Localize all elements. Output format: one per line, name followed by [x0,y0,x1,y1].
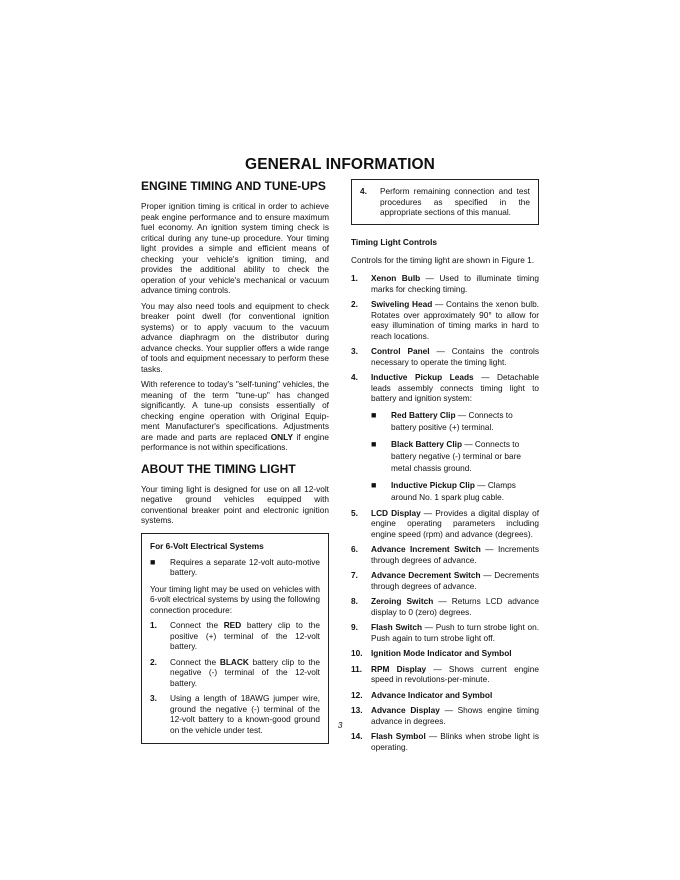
list-item: ■ Requires a separate 12-volt auto-motive battery. [150,556,320,577]
continued-box [351,179,539,225]
list-item: 7. Advance Decrement Switch — Decrements through degrees of advance. [351,570,539,591]
right-column [351,179,539,757]
subsection-heading: Timing Light Controls [351,236,438,247]
box-heading: For 6-Volt Electrical Systems [150,540,264,551]
paragraph: You may also need tools and equipment to check breaker point dwell (for conventional ignition systems) or to apply vacuum to the vacuum advance diaphragm on the distributor during advance checks. Your supplier offers a wide range of tools and equipment necessary to perform these tasks. [141,300,329,374]
controls-list [351,273,539,752]
list-item: 1. Xenon Bulb — Used to illuminate timing marks for checking timing. [351,273,540,294]
list-item: 2. Swiveling Head — Contains the xenon bulb. Rotates over approximately 90° to allow for easy illumination of timing marks in hard to reach locations. [351,299,539,341]
list-item: 9. Flash Switch — Push to turn strobe light on. Push again to turn strobe light off. [351,622,539,643]
paragraph: Your timing light may be used on vehicles with 6-volt electrical systems by using the following connection procedure: [150,583,320,615]
list-item: 4. Inductive Pickup Leads — Detachable leads assembly connects timing light to battery and ignition system: [351,372,539,403]
list-item: 12. Advance Indicator and Symbol [351,689,493,700]
list-item: 13. Advance Display — Shows engine timing advance in degrees. [351,705,540,726]
list-item: 11. RPM Display — Shows current engine speed in revolutions-per-minute. [351,663,539,684]
list-item: 10. Ignition Mode Indicator and Symbol [351,648,512,658]
bullet-icon: ■ [150,556,156,567]
paragraph: Controls for the timing light are shown in Figure 1. [351,254,535,265]
list-item: 1. Connect the RED battery clip to the positive (+) terminal of the 12-volt battery. [150,620,320,651]
list-item: 14. Flash Symbol — Blinks when strobe light is operating. [351,731,539,752]
six-volt-box [141,533,329,745]
list-item: 8. Zeroing Switch — Returns LCD advance display to 0 (zero) degrees. [351,596,539,617]
bullet-icon: ■ [371,479,377,490]
list-item: 6. Advance Increment Switch — Increments through degrees of advance. [351,544,540,565]
sub-list-item: ■ Red Battery Clip — Connects to battery positive (+) terminal. [371,409,513,432]
list-item: 4. Perform remaining connection and test procedures as specified in the appropriate sections of this manual. [360,186,530,217]
section-heading-engine-timing: ENGINE TIMING AND TUNE-UPS [141,179,326,193]
paragraph: Your timing light is designed for use on all 12-volt negative ground vehicles equipped with conventional breaker point and electronic ignition systems. [141,483,329,525]
list-item: 3. Using a length of 18AWG jumper wire, ground the negative (-) terminal of the 12-volt battery to a known-good ground on the vehicle under test. [150,693,320,735]
paragraph: With reference to today's "self-tuning" vehicles, the meaning of the term "tune-up" has changed significantly. A tune-up consists essentially of checking engine operation with Original Equip-ment Manufacturer's specifications. Adjustments are made and parts are replaced ONLY if engine performance is not within specifications. [141,379,329,452]
sub-list-item: ■ Inductive Pickup Clip — Clamps around No. 1 spark plug cable. [371,479,516,502]
paragraph: Proper ignition timing is critical in order to achieve peak engine performance and to ensure maximum fuel economy. An ignition system timing check is critical during any tune-up procedure. Your timing light provides a simple and efficient means of checking your vehicle's ignition timing, and provides the additional ability to check the operation of your vehicle's mechanical or vacuum advance timing controls. [141,201,329,295]
page-number: 3 [337,720,343,730]
list-item: 3. Control Panel — Contains the controls necessary to operate the timing light. [351,346,539,367]
list-item: 2. Connect the BLACK battery clip to the negative (-) terminal of the 12-volt battery. [150,656,320,688]
bullet-icon: ■ [371,438,377,449]
bullet-icon: ■ [371,409,377,420]
page-title: GENERAL INFORMATION [245,156,435,173]
sub-list-item: ■ Black Battery Clip — Connects to battery negative (-) terminal or bare metal chassis ground. [371,438,522,473]
section-heading-about: ABOUT THE TIMING LIGHT [141,461,296,476]
list-item: 5. LCD Display — Provides a digital display of engine operating parameters including engine speed (rpm) and advance (degrees). [351,507,539,539]
left-column [141,179,329,744]
